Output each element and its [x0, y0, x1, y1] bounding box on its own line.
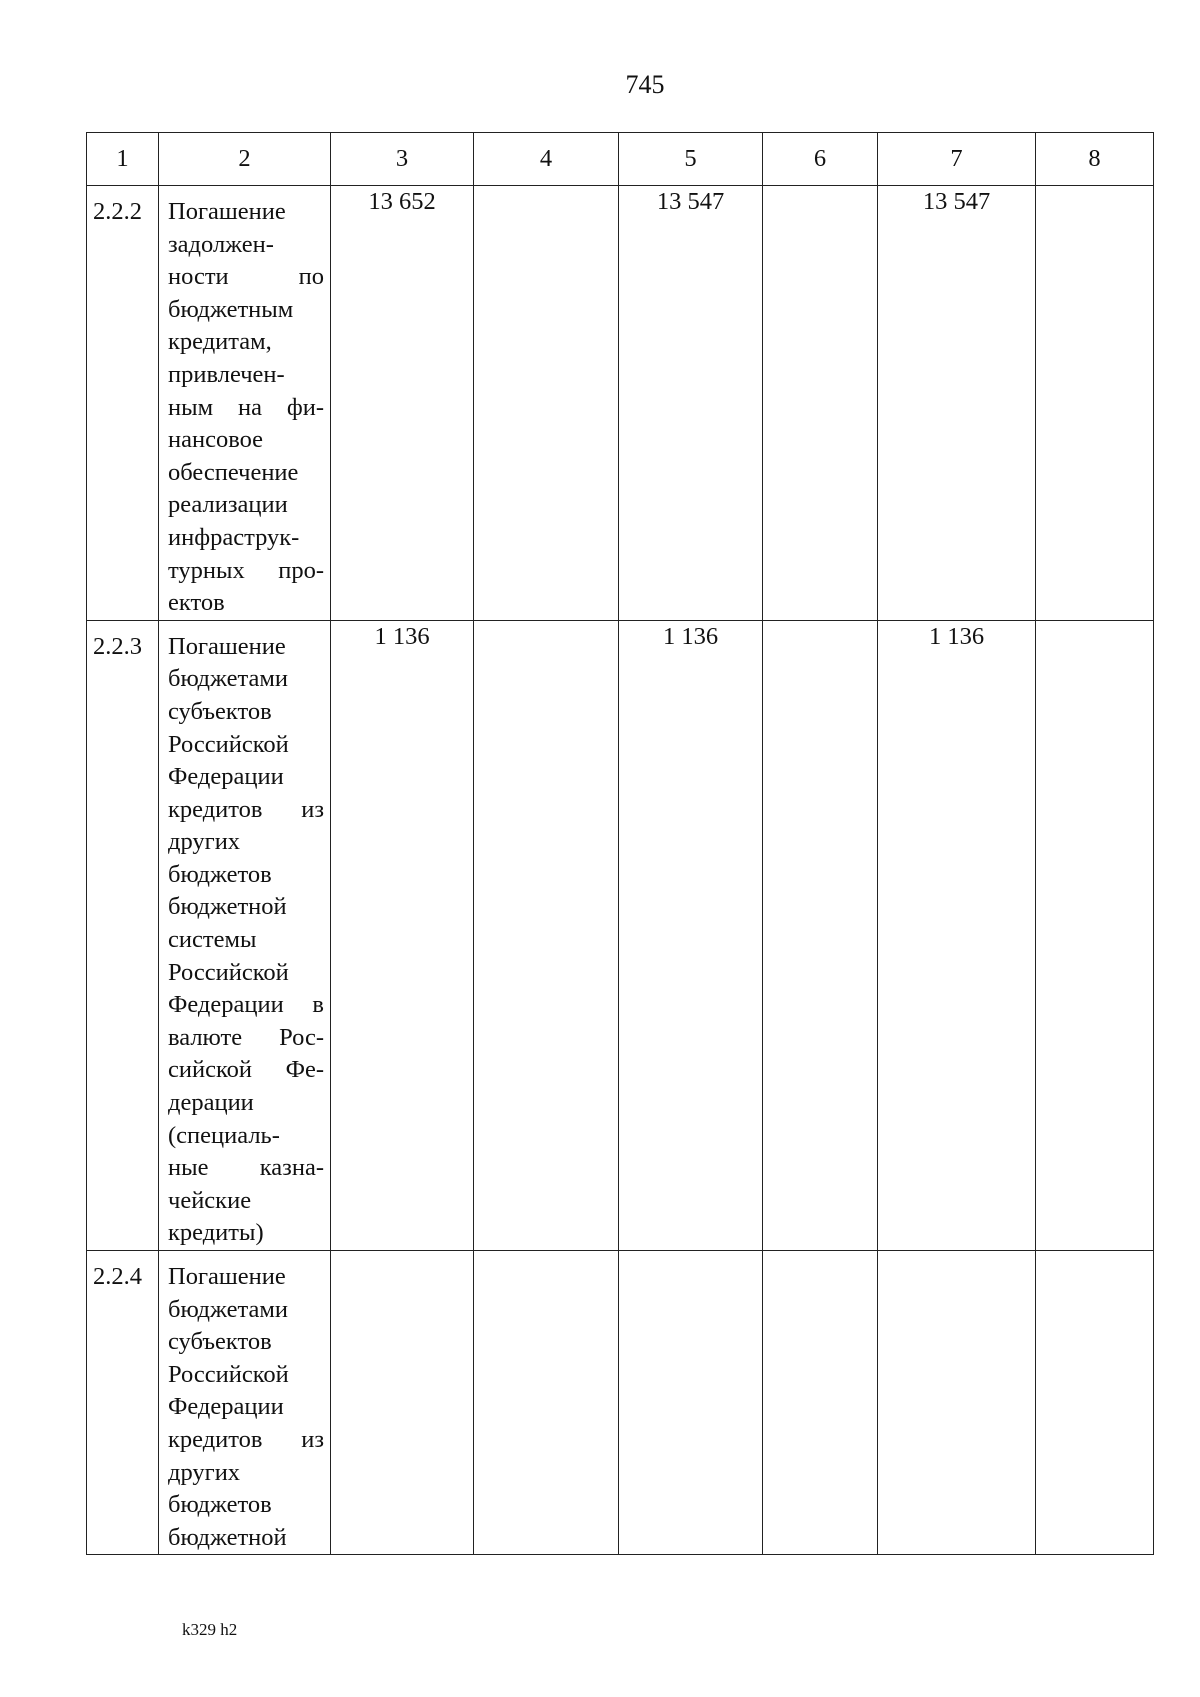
- column-header: 5: [619, 133, 763, 186]
- description-line: других: [168, 828, 241, 856]
- description-line: Российской: [168, 730, 289, 758]
- value-cell-col-5: 13 547: [619, 186, 763, 621]
- value-cell-col-7: 1 136: [878, 620, 1036, 1250]
- column-header: 4: [474, 133, 619, 186]
- description-line: Российской: [168, 1360, 289, 1388]
- column-header: 2: [159, 133, 331, 186]
- description-line: кредитов из: [168, 795, 324, 823]
- description-line: Погашение: [168, 632, 286, 660]
- description-line: нансовое: [168, 426, 264, 454]
- column-header: 6: [763, 133, 878, 186]
- value-cell-col-4: [474, 1251, 619, 1555]
- column-header: 3: [331, 133, 474, 186]
- description-line: Федерации в: [168, 991, 324, 1019]
- value-cell-col-8: [1036, 1251, 1154, 1555]
- value-cell-col-3: 13 652: [331, 186, 474, 621]
- value-cell-col-6: [763, 186, 878, 621]
- budget-table: [86, 132, 1154, 1555]
- description-line: чейские: [168, 1186, 252, 1214]
- description-line: ным на фи-: [168, 393, 324, 421]
- description-line: ектов: [168, 589, 225, 617]
- description-line: Федерации: [168, 763, 284, 791]
- description-line: привлечен-: [168, 360, 285, 388]
- table-row: [87, 620, 1154, 1250]
- description-line: Погашение: [168, 1263, 286, 1290]
- description-line: других: [168, 1458, 241, 1486]
- description-line: бюджетной: [168, 893, 287, 921]
- column-header: 1: [87, 133, 159, 186]
- description-line: обеспечение: [168, 458, 299, 486]
- value-cell-col-3: 1 136: [331, 620, 474, 1250]
- description-line: кредитов из: [168, 1425, 324, 1453]
- row-description: [159, 186, 331, 621]
- table-header-row: [87, 133, 1154, 186]
- value-cell-col-7: [878, 1251, 1036, 1555]
- description-line: Российской: [168, 958, 289, 986]
- description-line: субъектов: [168, 697, 272, 725]
- row-number: 2.2.2: [87, 186, 159, 621]
- value-cell-col-4: [474, 186, 619, 621]
- value-cell-col-3: [331, 1251, 474, 1555]
- description-line: турных про-: [168, 556, 324, 584]
- row-number: 2.2.3: [87, 620, 159, 1250]
- description-line: бюджетами: [168, 1295, 288, 1323]
- table-row: [87, 186, 1154, 621]
- description-line: реализации: [168, 491, 288, 519]
- value-cell-col-6: [763, 1251, 878, 1555]
- description-line: бюджетами: [168, 665, 288, 693]
- description-line: бюджетным: [168, 295, 294, 323]
- description-line: дерации: [168, 1089, 254, 1117]
- description-line: валюте Рос-: [168, 1023, 324, 1051]
- description-line: инфраструк-: [168, 523, 300, 551]
- description-line: Погашение: [168, 198, 286, 225]
- value-cell-col-5: 1 136: [619, 620, 763, 1250]
- description-line: бюджетной: [168, 1523, 287, 1551]
- footer-code: k329 h2: [182, 1620, 238, 1639]
- page-number: 745: [625, 70, 665, 99]
- description-line: сийской Фе-: [168, 1056, 324, 1084]
- table-row: [87, 1251, 1154, 1555]
- value-cell-col-7: 13 547: [878, 186, 1036, 621]
- description-line: ности по: [168, 263, 324, 291]
- value-cell-col-8: [1036, 620, 1154, 1250]
- value-cell-col-6: [763, 620, 878, 1250]
- description-line: (специаль-: [168, 1121, 280, 1149]
- description-line: Федерации: [168, 1393, 284, 1421]
- description-line: кредитам,: [168, 328, 272, 356]
- description-line: бюджетов: [168, 1491, 272, 1519]
- row-description: [159, 620, 331, 1250]
- description-line: кредиты): [168, 1219, 264, 1247]
- value-cell-col-8: [1036, 186, 1154, 621]
- description-line: субъектов: [168, 1328, 272, 1356]
- row-number: 2.2.4: [87, 1251, 159, 1555]
- column-header: 8: [1036, 133, 1154, 186]
- description-line: системы: [168, 926, 257, 954]
- description-line: бюджетов: [168, 860, 272, 888]
- description-line: задолжен-: [168, 230, 274, 258]
- value-cell-col-4: [474, 620, 619, 1250]
- row-description: [159, 1251, 331, 1555]
- value-cell-col-5: [619, 1251, 763, 1555]
- description-line: ные казна-: [168, 1154, 324, 1182]
- column-header: 7: [878, 133, 1036, 186]
